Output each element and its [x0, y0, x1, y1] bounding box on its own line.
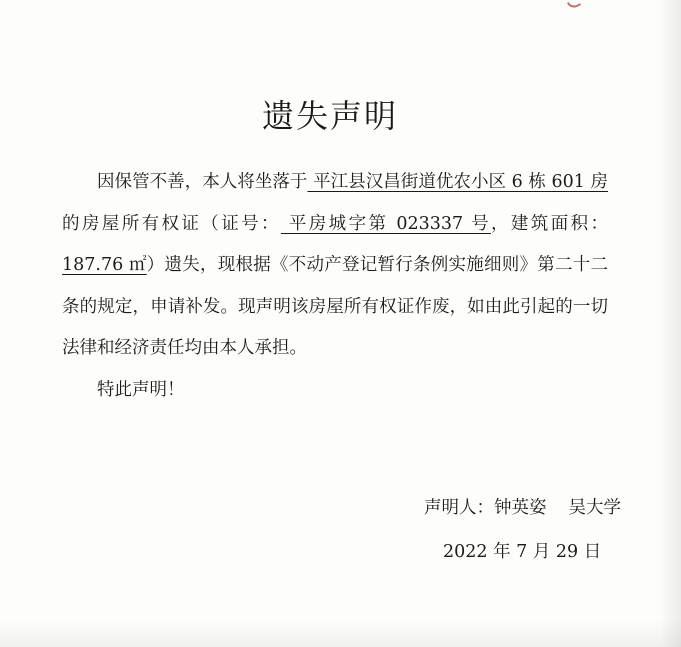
- scan-shadow-right: [659, 0, 681, 647]
- document-title: 遗失声明: [261, 97, 398, 136]
- closing-statement: 特此声明！: [97, 380, 185, 400]
- scan-shadow-bottom: [0, 619, 681, 647]
- body-rest-text: ）遗失，现根据《不动产登记暂行条例实施细则》第二十二条的规定，申请补发。现声明该房屋所有权证作废，如由此引起的一切法律和经济责任均由本人承担。: [62, 255, 609, 358]
- property-location: 平江县汉昌街道优农小区 6 栋 601 房: [307, 172, 609, 192]
- declaration-paragraph: [62, 162, 608, 370]
- intro-text: 因保管不善，本人将坐落于: [97, 172, 308, 192]
- area-lead-text: ，建筑面积：: [491, 213, 608, 234]
- declarant-name-2: 吴大学: [568, 498, 621, 518]
- declarant-line: [424, 494, 621, 519]
- declarant-name-1: 钟英姿: [494, 498, 547, 518]
- certificate-number: 平房城字第 023337 号: [280, 213, 491, 234]
- declarant-label: 声明人：: [424, 498, 494, 518]
- red-ink-mark-icon: [567, 0, 581, 10]
- building-area: 187.76 ㎡: [62, 255, 147, 275]
- declaration-body: [62, 162, 608, 370]
- declaration-date: 2022 年 7 月 29 日: [443, 542, 602, 562]
- cert-lead-text: 的房屋所有权证（证号：: [62, 213, 281, 234]
